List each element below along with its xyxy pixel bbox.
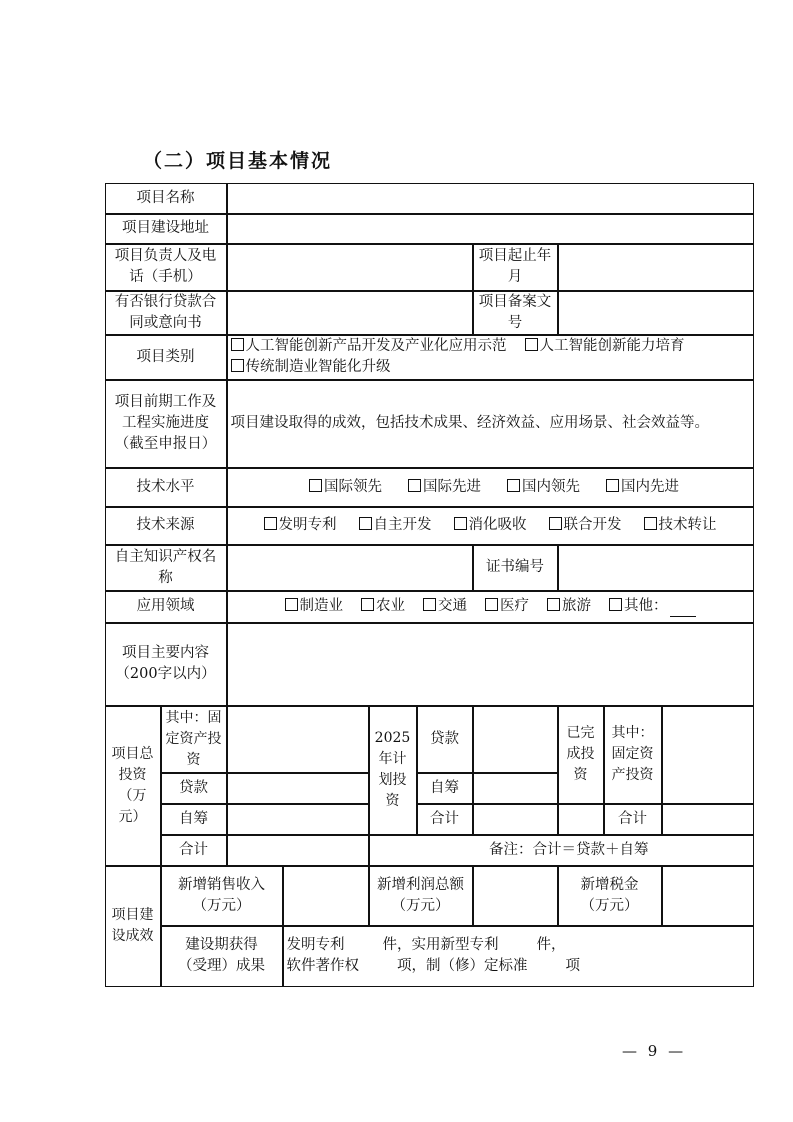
category-option-traditional-upgrade[interactable]: 传统制造业智能化升级 — [231, 359, 391, 375]
new-sales-field[interactable] — [283, 866, 369, 926]
project-leader-field[interactable] — [227, 244, 473, 291]
checkbox-icon[interactable] — [361, 598, 374, 611]
checkbox-icon[interactable] — [408, 479, 421, 492]
label-loan-contract: 有否银行贷款合同或意向书 — [105, 291, 227, 335]
label-cert-number: 证书编号 — [473, 545, 558, 591]
investment-note: 备注：合计＝贷款＋自筹 — [369, 835, 754, 866]
label-project-name: 项目名称 — [105, 183, 227, 214]
label-self-raised: 自筹 — [161, 804, 227, 835]
label-tech-level: 技术水平 — [105, 468, 227, 507]
label-ip-obtained: 建设期获得（受理）成果 — [161, 926, 283, 987]
checkbox-icon[interactable] — [606, 479, 619, 492]
label-project-address: 项目建设地址 — [105, 214, 227, 244]
plan-label: 年计划投资 — [378, 751, 407, 809]
label-project-period: 项目起止年月 — [473, 244, 558, 291]
progress-description: 项目建设取得的成效，包括技术成果、经济效益、应用场景、社会效益等。 — [227, 380, 754, 468]
label-results: 项目建设成效 — [105, 866, 161, 987]
checkbox-icon[interactable] — [609, 598, 622, 611]
tech-source-option[interactable]: 发明专利 — [264, 515, 337, 536]
label-main-content: 项目主要内容（200字以内） — [105, 623, 227, 706]
app-field-option-other[interactable]: 其他： — [609, 596, 696, 617]
loan-field[interactable] — [227, 773, 369, 804]
app-field-option[interactable]: 制造业 — [285, 596, 344, 617]
checkbox-icon[interactable] — [309, 479, 322, 492]
label-total: 合计 — [161, 835, 227, 866]
checkbox-icon[interactable] — [359, 517, 372, 530]
label-total-investment: 项目总投资（万元） — [105, 706, 161, 866]
tech-level-option[interactable]: 国内先进 — [606, 477, 679, 498]
project-address-field[interactable] — [227, 214, 754, 244]
tech-source-options — [227, 507, 754, 545]
plan-self-field[interactable] — [473, 773, 558, 804]
checkbox-icon[interactable] — [231, 338, 244, 351]
plan-year: 2025 — [374, 730, 411, 746]
label-completed-total: 合计 — [604, 804, 662, 835]
category-option-ai-capability[interactable]: 人工智能创新能力培育 — [525, 338, 685, 354]
label-filing-number: 项目备案文号 — [473, 291, 558, 335]
cert-number-field[interactable] — [558, 545, 754, 591]
label-new-profit: 新增利润总额（万元） — [369, 866, 473, 926]
plan-total-field[interactable] — [473, 804, 558, 835]
new-profit-field[interactable] — [473, 866, 558, 926]
checkbox-icon[interactable] — [231, 359, 244, 372]
total-field[interactable] — [227, 835, 369, 866]
project-category-options — [227, 335, 754, 380]
label-app-field: 应用领域 — [105, 591, 227, 623]
app-field-options — [227, 591, 754, 623]
checkbox-icon[interactable] — [423, 598, 436, 611]
category-option-ai-product[interactable]: 人工智能创新产品开发及产业化应用示范 — [231, 338, 507, 354]
checkbox-icon[interactable] — [547, 598, 560, 611]
label-new-sales: 新增销售收入（万元） — [161, 866, 283, 926]
label-project-category: 项目类别 — [105, 335, 227, 380]
checkbox-icon[interactable] — [644, 517, 657, 530]
checkbox-icon[interactable] — [507, 479, 520, 492]
checkbox-icon[interactable] — [549, 517, 562, 530]
completed-extra-field[interactable] — [558, 804, 604, 835]
label-progress: 项目前期工作及工程实施进度（截至申报日） — [105, 380, 227, 468]
tech-source-option[interactable]: 消化吸收 — [454, 515, 527, 536]
checkbox-icon[interactable] — [454, 517, 467, 530]
checkbox-icon[interactable] — [525, 338, 538, 351]
checkbox-icon[interactable] — [264, 517, 277, 530]
app-field-option[interactable]: 旅游 — [547, 596, 591, 617]
completed-fixed-field[interactable] — [662, 706, 754, 804]
checkbox-icon[interactable] — [485, 598, 498, 611]
tech-level-option[interactable]: 国际领先 — [309, 477, 382, 498]
self-raised-field[interactable] — [227, 804, 369, 835]
label-plan-investment — [369, 706, 417, 835]
main-content-field[interactable] — [227, 623, 754, 706]
plan-loan-field[interactable] — [473, 706, 558, 773]
filing-number-field[interactable] — [558, 291, 754, 335]
tech-source-option[interactable]: 联合开发 — [549, 515, 622, 536]
project-period-field[interactable] — [558, 244, 754, 291]
label-tech-source: 技术来源 — [105, 507, 227, 545]
label-ip-name: 自主知识产权名称 — [105, 545, 227, 591]
label-plan-self: 自筹 — [417, 773, 473, 804]
other-blank-line[interactable] — [670, 602, 696, 617]
tech-level-option[interactable]: 国际先进 — [408, 477, 481, 498]
label-completed-investment: 已完成投资 — [558, 706, 604, 804]
label-loan: 贷款 — [161, 773, 227, 804]
loan-contract-field[interactable] — [227, 291, 473, 335]
fixed-assets-field[interactable] — [227, 706, 369, 773]
app-field-option[interactable]: 交通 — [423, 596, 467, 617]
project-name-field[interactable] — [227, 183, 754, 214]
label-fixed-assets: 其中：固定资产投资 — [161, 706, 227, 773]
label-project-leader: 项目负责人及电话（手机） — [105, 244, 227, 291]
section-heading: （二）项目基本情况 — [143, 150, 333, 172]
completed-total-field[interactable] — [662, 804, 754, 835]
tech-level-options — [227, 468, 754, 507]
label-completed-fixed: 其中：固定资产投资 — [604, 706, 662, 804]
ip-name-field[interactable] — [227, 545, 473, 591]
tech-source-option[interactable]: 自主开发 — [359, 515, 432, 536]
page-number: — 9 — — [622, 1042, 687, 1060]
label-plan-loan: 贷款 — [417, 706, 473, 773]
tech-level-option[interactable]: 国内领先 — [507, 477, 580, 498]
label-plan-total: 合计 — [417, 804, 473, 835]
ip-obtained-details: 发明专利 件，实用新型专利 件， 软件著作权 项，制（修）定标准 项 — [283, 926, 754, 987]
app-field-option[interactable]: 农业 — [361, 596, 405, 617]
label-new-tax: 新增税金（万元） — [558, 866, 662, 926]
app-field-option[interactable]: 医疗 — [485, 596, 529, 617]
checkbox-icon[interactable] — [285, 598, 298, 611]
tech-source-option[interactable]: 技术转让 — [644, 515, 717, 536]
new-tax-field[interactable] — [662, 866, 754, 926]
